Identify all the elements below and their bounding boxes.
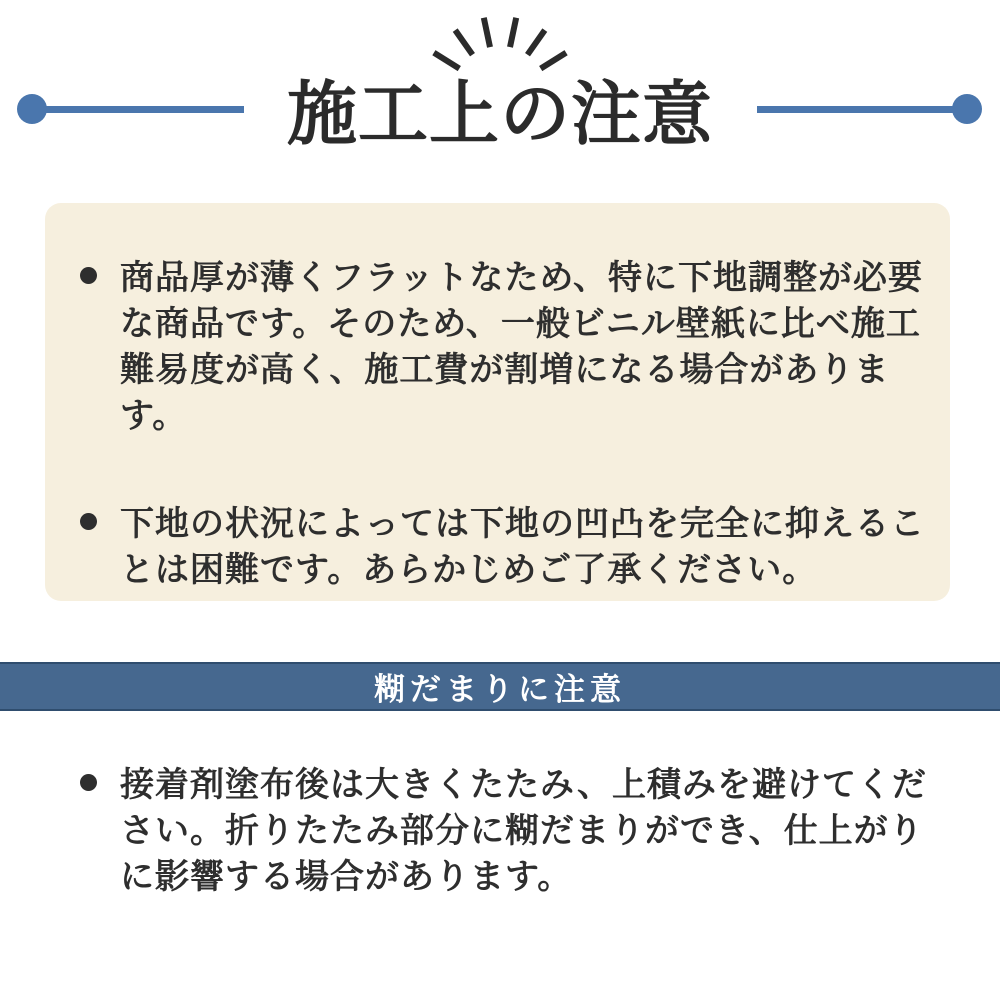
glue-warning-banner: [0, 662, 1000, 711]
glue-warning-section: [45, 762, 950, 900]
bullet-dot-icon: [80, 513, 97, 530]
list-item: [80, 501, 928, 593]
banner-label: 糊だまりに注意: [374, 672, 626, 707]
glue-item-text: 接着剤塗布後は大きくたたみ、上積みを避けてください。折りたたみ部分に糊だまりができ、仕上がりに影響する場合があります。: [120, 766, 928, 896]
list-item: [80, 255, 928, 439]
list-item: [80, 762, 928, 900]
bullet-dot-icon: [80, 267, 97, 284]
notice-item-text: 下地の状況によっては下地の凹凸を完全に抑えることは困難です。あらかじめご了承ください。: [120, 505, 925, 589]
bullet-dot-icon: [80, 774, 97, 791]
construction-notice-box: [45, 203, 950, 601]
page-title: 施工上の注意: [287, 75, 713, 153]
notice-item-text: 商品厚が薄くフラットなため、特に下地調整が必要な商品です。そのため、一般ビニル壁紙に比べ施工難易度が高く、施工費が割増になる場合があります。: [120, 259, 923, 435]
emphasis-rays-icon: [420, 0, 580, 74]
